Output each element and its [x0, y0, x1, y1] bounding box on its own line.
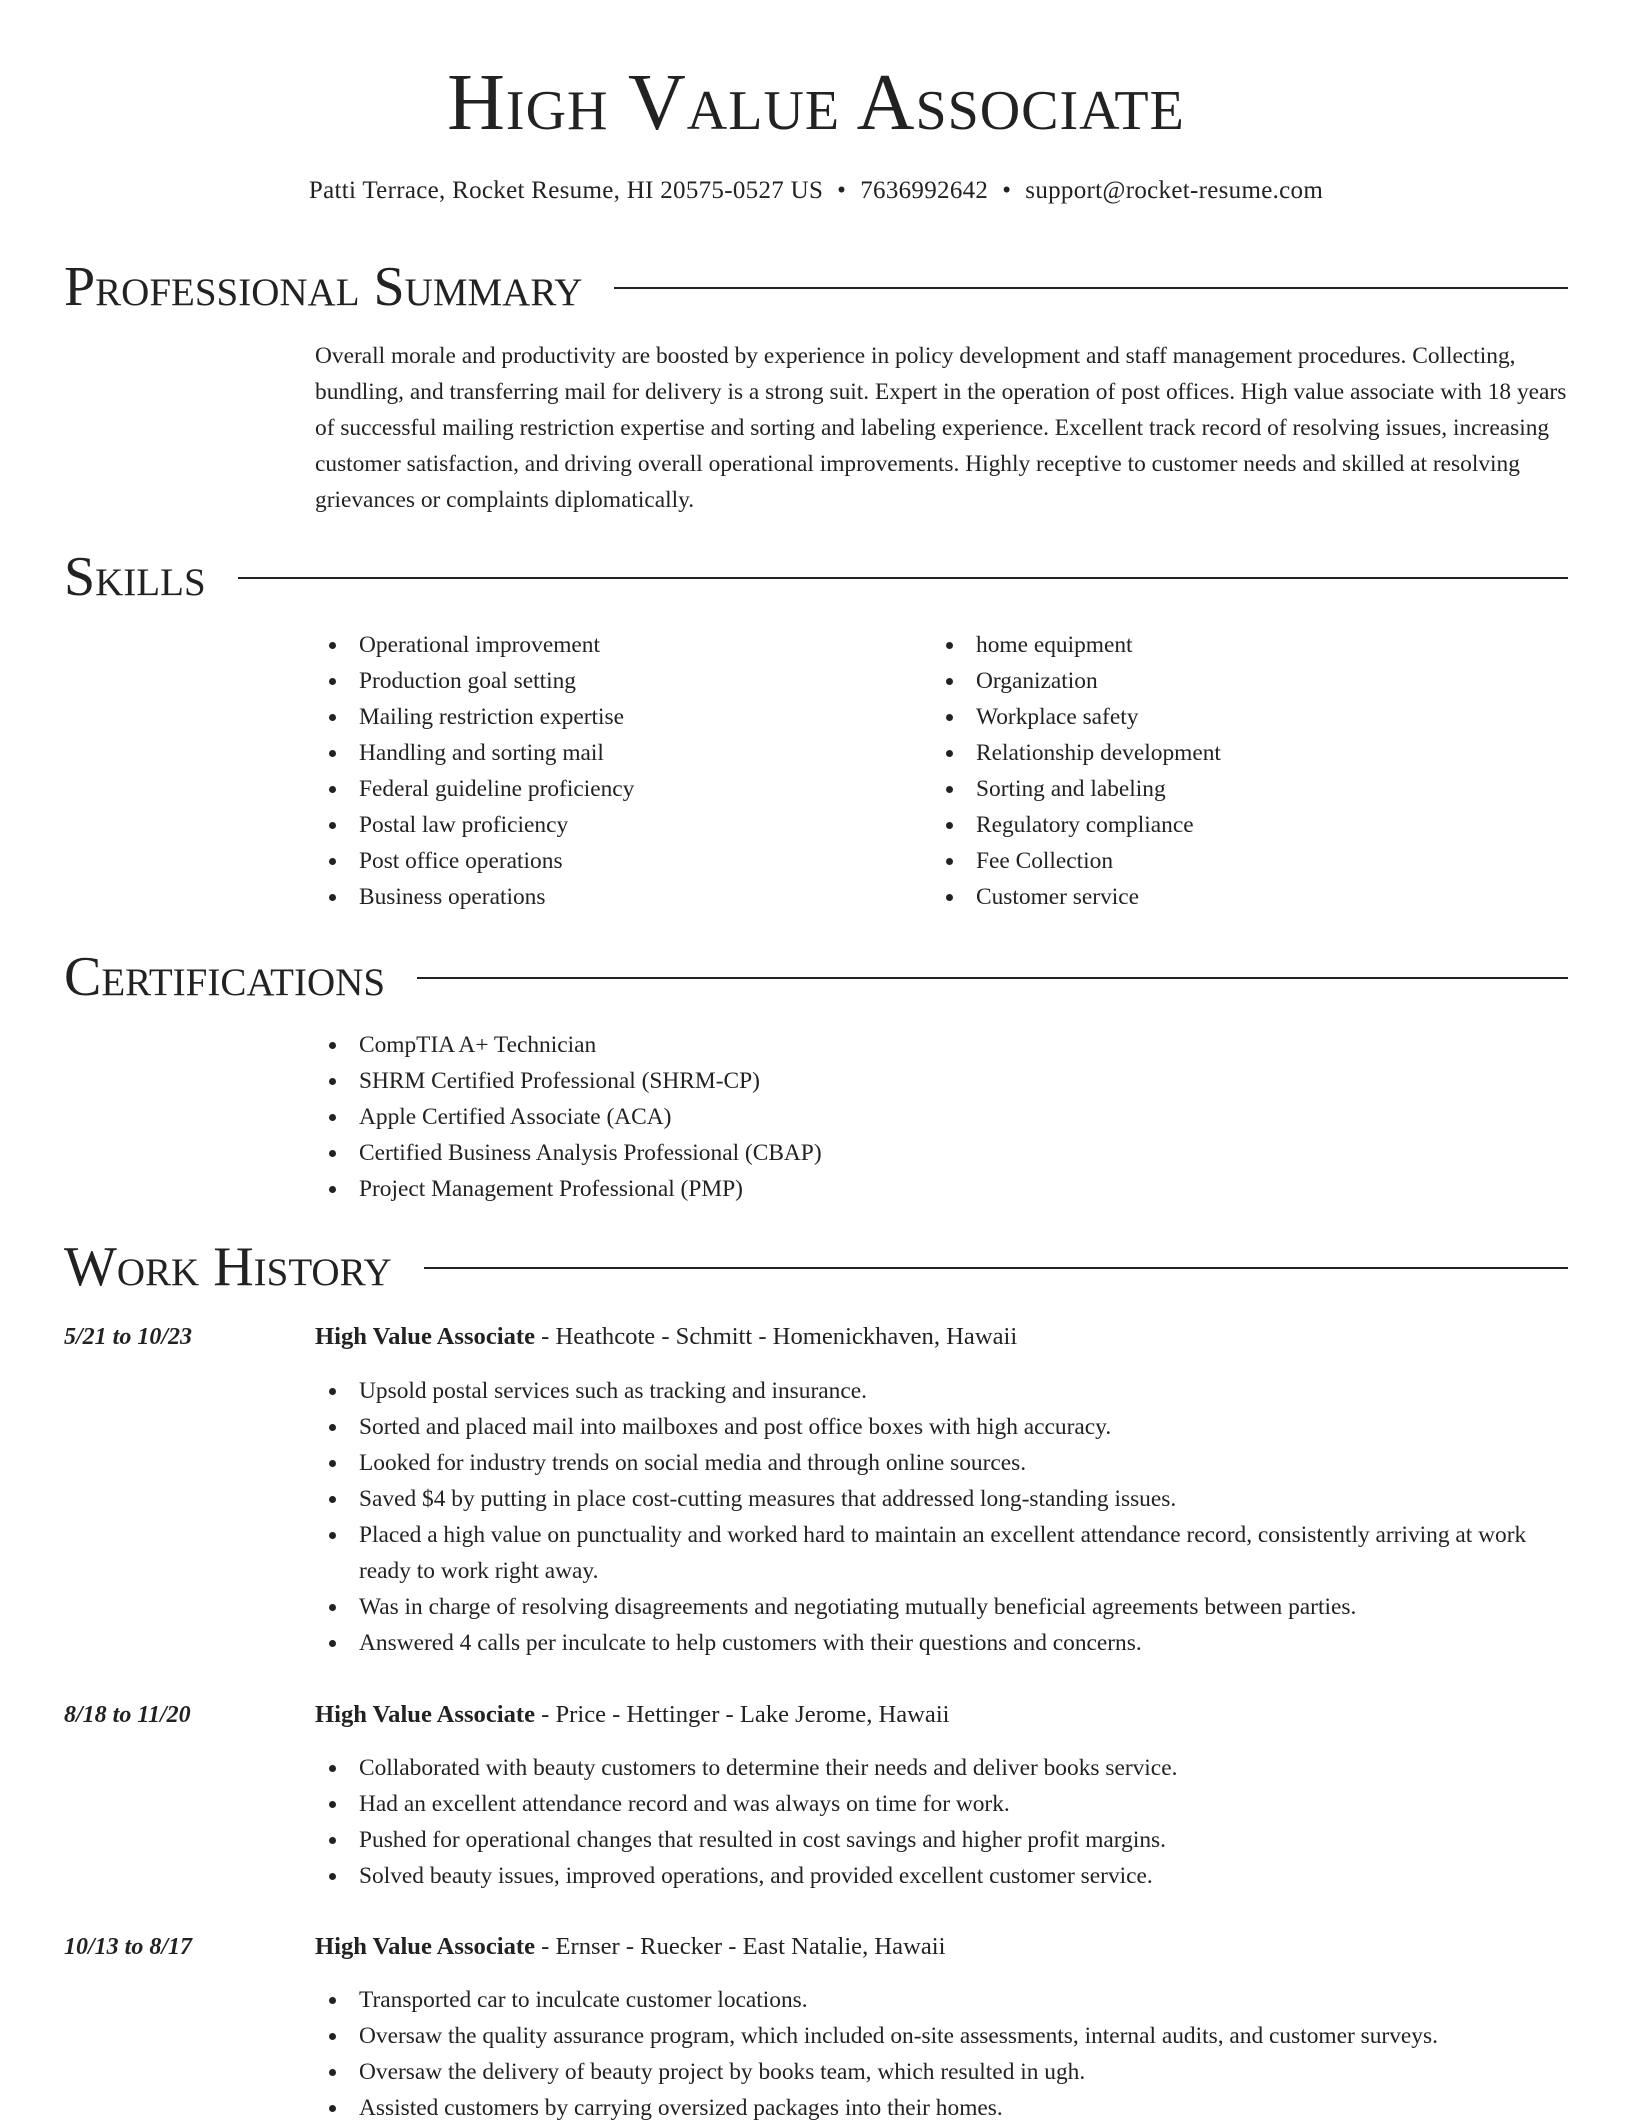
job-bullet: Upsold postal services such as tracking and insurance. [315, 1373, 1571, 1409]
skill-item: Production goal setting [315, 663, 915, 699]
section-divider [417, 977, 1568, 979]
summary-section-header [64, 252, 1568, 322]
job-employer-location: - Heathcote - Schmitt - Homenickhaven, Hawaii [535, 1323, 1018, 1350]
job-heading [315, 1319, 1017, 1355]
certification-item: Apple Certified Associate (ACA) [315, 1099, 1565, 1135]
job-bullets [315, 1373, 1571, 1661]
job-bullet: Answered 4 calls per inculcate to help customers with their questions and concerns. [315, 1625, 1571, 1661]
job-bullet: Solved beauty issues, improved operations, and provided excellent customer service. [315, 1858, 1571, 1894]
contact-line [0, 174, 1632, 208]
skill-item: home equipment [932, 627, 1532, 663]
skill-item: Postal law proficiency [315, 807, 915, 843]
job-bullet: Oversaw the delivery of beauty project by books team, which resulted in ugh. [315, 2054, 1571, 2090]
certification-item: CompTIA A+ Technician [315, 1027, 1565, 1063]
skills-section-header [64, 542, 1568, 612]
section-title-summary: Professional Summary [64, 256, 583, 318]
certifications-list [315, 1027, 1565, 1207]
job-dates: 5/21 to 10/23 [64, 1324, 193, 1350]
job-bullet: Transported car to inculcate customer locations. [315, 1982, 1571, 2018]
job-bullet: Pushed for operational changes that resulted in cost savings and higher profit margins. [315, 1822, 1571, 1858]
job-bullet: Placed a high value on punctuality and worked hard to maintain an excellent attendance record, consistently arriving at work ready to work right away. [315, 1517, 1571, 1589]
job-title: High Value Associate [315, 1933, 536, 1960]
section-divider [614, 287, 1568, 289]
skill-item: Regulatory compliance [932, 807, 1532, 843]
skill-item: Sorting and labeling [932, 771, 1532, 807]
job-bullet: Assisted customers by carrying oversized packages into their homes. [315, 2090, 1571, 2126]
job-bullet: Collaborated with beauty customers to determine their needs and deliver books service. [315, 1750, 1571, 1786]
skill-item: Customer service [932, 879, 1532, 915]
job-bullet: Oversaw the quality assurance program, which included on-site assessments, internal audits, and customer surveys. [315, 2018, 1571, 2054]
job-bullet: Had an excellent attendance record and was always on time for work. [315, 1786, 1571, 1822]
skill-item: Workplace safety [932, 699, 1532, 735]
certification-item: SHRM Certified Professional (SHRM-CP) [315, 1063, 1565, 1099]
job-bullet: Looked for industry trends on social media and through online sources. [315, 1445, 1571, 1481]
job-employer-location: - Price - Hettinger - Lake Jerome, Hawaii [535, 1701, 950, 1728]
job-bullet: Was in charge of resolving disagreements and negotiating mutually beneficial agreements between parties. [315, 1589, 1571, 1625]
job-dates: 10/13 to 8/17 [64, 1934, 193, 1960]
skill-item: Handling and sorting mail [315, 735, 915, 771]
work-history-section-header [64, 1232, 1568, 1302]
certifications-section-header [64, 942, 1568, 1012]
summary-text: Overall morale and productivity are boosted by experience in policy development and staff management procedures. Collecting, bundling, and transferring mail for delivery is a strong suit. Expert in the operation of post offices. High value associate with 18 years of successful mailing restriction expertise and sorting and labeling experience. Excellent track record of resolving issues, increasing customer satisfaction, and driving overall operational improvements. Highly receptive to customer needs and skilled at resolving grievances or complaints diplomatically. [315, 343, 1567, 513]
skills-list-right [932, 627, 1532, 915]
contact-email: support@rocket-resume.com [1025, 177, 1324, 204]
section-divider [424, 1267, 1568, 1269]
skill-item: Organization [932, 663, 1532, 699]
section-title-certifications: Certifications [64, 946, 386, 1008]
job-title: High Value Associate [315, 1701, 536, 1728]
job-bullet: Sorted and placed mail into mailboxes and post office boxes with high accuracy. [315, 1409, 1571, 1445]
skill-item: Operational improvement [315, 627, 915, 663]
job-heading [315, 1697, 950, 1733]
skill-item: Relationship development [932, 735, 1532, 771]
resume-name: High Value Associate [447, 59, 1185, 147]
certification-item: Project Management Professional (PMP) [315, 1171, 1565, 1207]
skill-item: Federal guideline proficiency [315, 771, 915, 807]
contact-address: Patti Terrace, Rocket Resume, HI 20575-0527 US [308, 177, 824, 204]
job-employer-location: - Ernser - Ruecker - East Natalie, Hawaii [535, 1933, 946, 1960]
section-divider [238, 577, 1568, 579]
contact-phone: 7636992642 [860, 177, 989, 204]
job-title: High Value Associate [315, 1323, 536, 1350]
job-dates: 8/18 to 11/20 [64, 1702, 191, 1728]
job-bullets [315, 1982, 1571, 2126]
section-title-skills: Skills [64, 546, 206, 608]
contact-separator: • [1002, 177, 1012, 204]
job-bullets [315, 1750, 1571, 1894]
skill-item: Fee Collection [932, 843, 1532, 879]
section-title-work-history: Work History [64, 1236, 392, 1298]
skill-item: Post office operations [315, 843, 915, 879]
job-bullet: Saved $4 by putting in place cost-cutting measures that addressed long-standing issues. [315, 1481, 1571, 1517]
certification-item: Certified Business Analysis Professional (CBAP) [315, 1135, 1565, 1171]
job-heading [315, 1929, 945, 1965]
skill-item: Business operations [315, 879, 915, 915]
skills-list-left [315, 627, 915, 915]
contact-separator: • [837, 177, 847, 204]
skill-item: Mailing restriction expertise [315, 699, 915, 735]
